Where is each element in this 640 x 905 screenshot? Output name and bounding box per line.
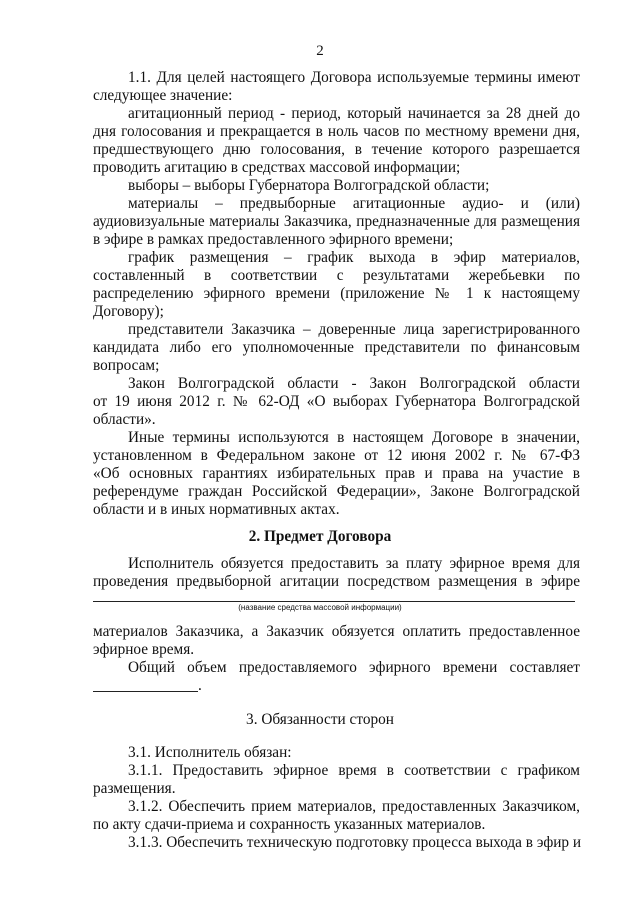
paragraph-line: выборы – выборы Губернатора Волгоградской области; [128,177,490,194]
paragraph-line: Иные термины используются в настоящем Договоре в значении, [128,429,580,446]
paragraph-line: референдуме граждан Российской Федерации», Законе Волгоградской [93,483,580,500]
paragraph-line: Закон Волгоградской области - Закон Волгоградской области [128,375,580,392]
paragraph-line: Исполнитель обязуется предоставить за плату эфирное время для [128,555,580,572]
paragraph-line: 1.1. Для целей настоящего Договора используемые термины имеют [128,69,580,86]
paragraph-line: размещения. [93,780,176,797]
section-heading: 3. Обязанности сторон [246,711,394,728]
fill-in-line [93,691,198,692]
paragraph-line: от 19 июня 2012 г. № 62-ОД «О выборах Губернатора Волгоградской [93,393,580,410]
paragraph-line: материалов Заказчика, а Заказчик обязуется оплатить предоставленное [93,623,580,640]
paragraph-line: 3.1.1. Предоставить эфирное время в соответствии с графиком [128,762,580,779]
paragraph-line: проведения предвыборной агитации посредством размещения в эфире [93,573,580,590]
paragraph-line: аудиовизуальные материалы Заказчика, предназначенные для размещения [93,213,580,230]
paragraph-line: Общий объем предоставляемого эфирного времени составляет [128,659,580,676]
paragraph-line: вопросам; [93,357,160,374]
field-caption: (название средства массовой информации) [238,603,402,612]
page-number: 2 [316,43,324,59]
paragraph-line: следующее значение: [93,87,233,104]
fill-in-line [93,601,575,602]
paragraph-line: график размещения – график выхода в эфир материалов, [128,249,580,266]
paragraph-line: в эфире в рамках предоставленного эфирного времени; [93,231,454,248]
paragraph-line: области». [93,411,156,428]
paragraph-line: области и в иных нормативных актах. [93,501,340,518]
paragraph-line: представители Заказчика – доверенные лица зарегистрированного [128,321,580,338]
paragraph-line: предшествующего дню голосования, в течение которого разрешается [93,141,580,158]
paragraph-line: распределению эфирного времени (приложение № 1 к настоящему [93,285,580,302]
paragraph-line: эфирное время. [93,641,195,658]
paragraph-line: агитационный период - период, который начинается за 28 дней до [128,105,580,122]
paragraph-line: 3.1.3. Обеспечить техническую подготовку процесса выхода в эфир и [128,834,582,851]
paragraph-line: Договору); [93,303,164,320]
paragraph-line: 3.1.2. Обеспечить прием материалов, предоставленных Заказчиком, [128,798,580,815]
paragraph-line: 3.1. Исполнитель обязан: [128,744,292,761]
paragraph-line: . [198,677,202,694]
paragraph-line: проводить агитацию в средствах массовой информации; [93,159,461,176]
section-heading: 2. Предмет Договора [248,528,392,545]
paragraph-line: «Об основных гарантиях избирательных прав и права на участие в [93,465,580,482]
paragraph-line: материалы – предвыборные агитационные аудио- и (или) [128,195,580,212]
paragraph-line: по акту сдачи-приема и сохранность указанных материалов. [93,816,486,833]
paragraph-line: составленный в соответствии с результатами жеребьевки по [93,267,580,284]
paragraph-line: дня голосования и прекращается в ноль часов по местному времени дня, [93,123,580,140]
paragraph-line: кандидата либо его уполномоченные представители по финансовым [93,339,580,356]
paragraph-line: установленном в Федеральном законе от 12 июня 2002 г. № 67-ФЗ [93,447,580,464]
